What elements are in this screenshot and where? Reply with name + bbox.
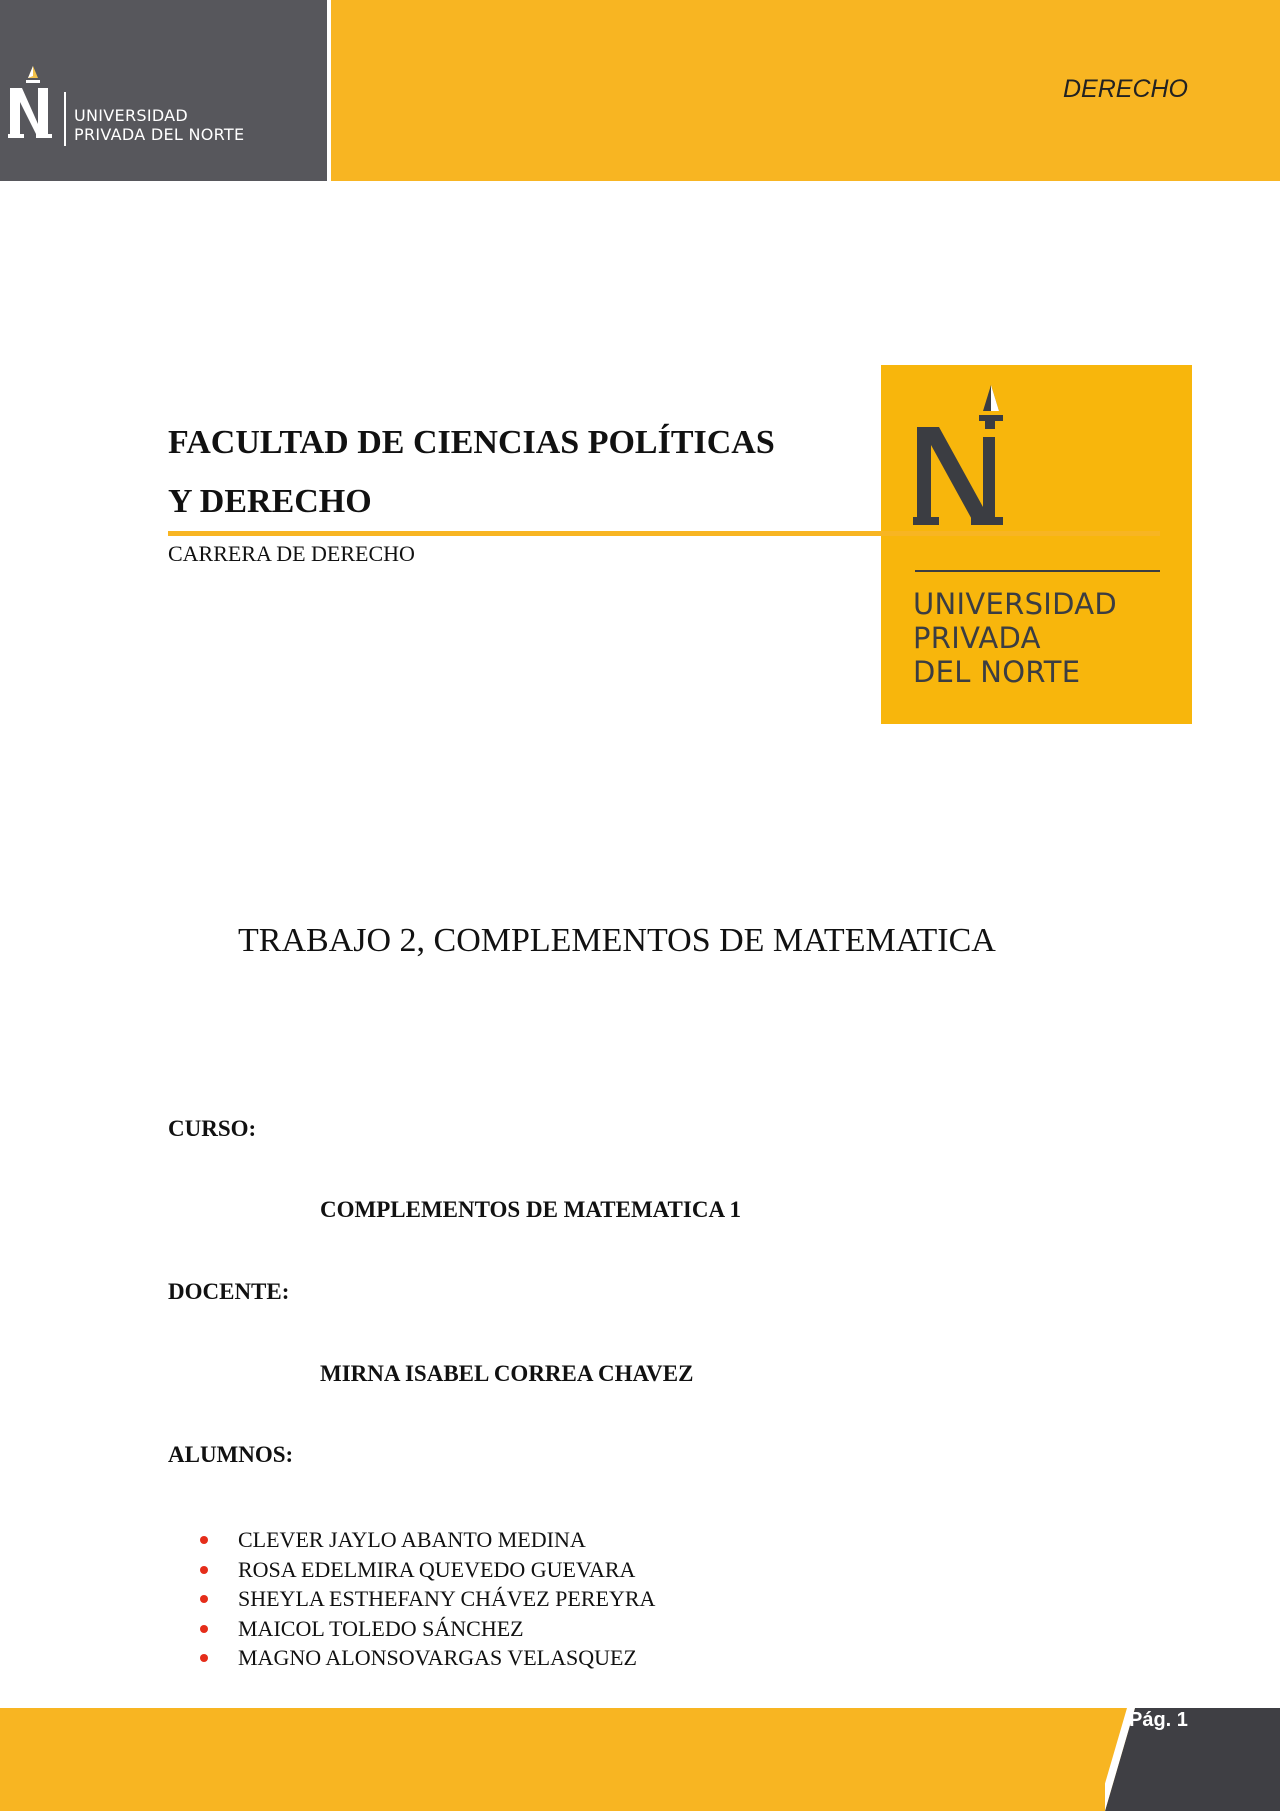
university-name-line-2: PRIVADA DEL NORTE xyxy=(74,125,245,144)
logo-rule xyxy=(915,570,1160,572)
student-item: SHEYLA ESTHEFANY CHÁVEZ PEREYRA xyxy=(200,1584,655,1614)
career-name: CARRERA DE DERECHO xyxy=(168,541,415,566)
course-value: COMPLEMENTOS DE MATEMATICA 1 xyxy=(320,1197,742,1222)
student-item: ROSA EDELMIRA QUEVEDO GUEVARA xyxy=(200,1555,655,1585)
university-n-large-logo-icon xyxy=(913,385,1003,535)
teacher-value: MIRNA ISABEL CORREA CHAVEZ xyxy=(320,1361,694,1386)
header-logo-panel xyxy=(0,0,327,181)
student-item: MAGNO ALONSOVARGAS VELASQUEZ xyxy=(200,1643,655,1673)
student-item: CLEVER JAYLO ABANTO MEDINA xyxy=(200,1525,655,1555)
university-name-large xyxy=(913,587,1117,689)
faculty-title-line-1: FACULTAD DE CIENCIAS POLÍTICAS xyxy=(168,424,775,461)
student-item: MAICOL TOLEDO SÁNCHEZ xyxy=(200,1614,655,1644)
faculty-title xyxy=(168,413,868,531)
university-n-logo-icon xyxy=(8,66,58,146)
course-label: CURSO: xyxy=(168,1116,257,1141)
work-title: TRABAJO 2, COMPLEMENTOS DE MATEMATICA xyxy=(238,922,996,959)
teacher-label: DOCENTE: xyxy=(168,1279,290,1304)
footer-band xyxy=(0,1708,1280,1811)
logo-divider xyxy=(64,92,66,146)
university-name-large-line-2: PRIVADA xyxy=(913,621,1041,655)
page-number: Pág. 1 xyxy=(1129,1709,1188,1731)
university-name-large-line-1: UNIVERSIDAD xyxy=(913,587,1118,621)
university-name xyxy=(74,106,244,144)
university-name-large-line-3: DEL NORTE xyxy=(913,655,1081,689)
header-band xyxy=(331,0,1280,181)
university-name-line-1: UNIVERSIDAD xyxy=(74,106,189,125)
students-list xyxy=(200,1525,655,1673)
faculty-title-line-2: Y DERECHO xyxy=(168,483,372,520)
faculty-underline xyxy=(168,531,1160,536)
students-label: ALUMNOS: xyxy=(168,1442,294,1467)
header-section-label: DERECHO xyxy=(1062,75,1188,103)
university-logo-block xyxy=(881,365,1192,724)
